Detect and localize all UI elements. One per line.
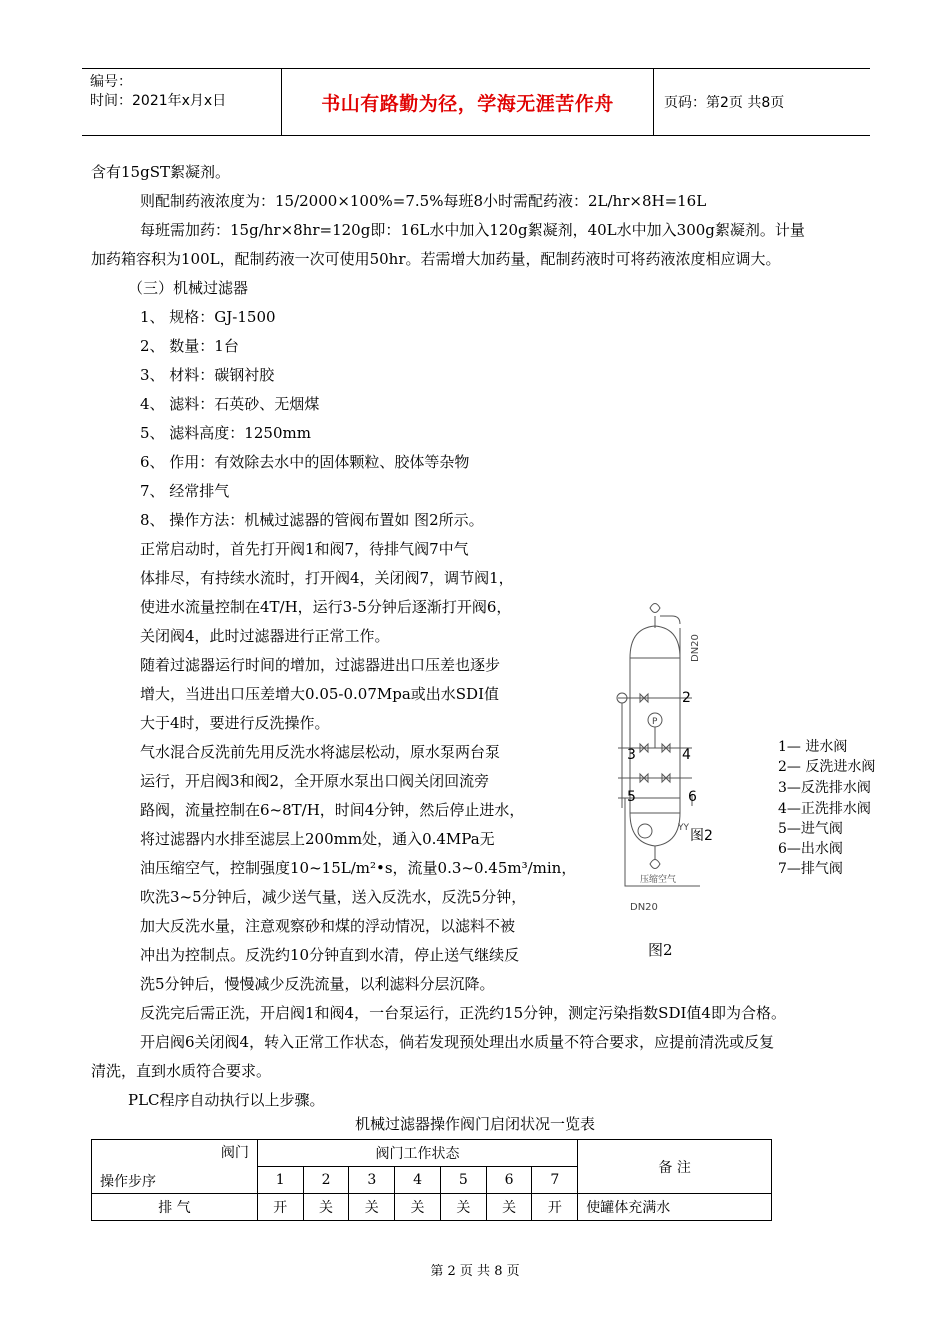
group-header: 阀门工作状态 — [257, 1140, 577, 1167]
dn20-bottom-label: DN20 — [630, 902, 658, 913]
column-header: 5 — [440, 1167, 486, 1194]
state-cell: 关 — [395, 1194, 441, 1221]
body-line: 随着过滤器运行时间的增加，过滤器进出口压差也逐步 — [140, 656, 501, 674]
body-line: 洗5分钟后，慢慢减少反洗流量，以利滤料分层沉降。 — [140, 975, 495, 993]
legend-item: 3—反洗排水阀 — [778, 780, 871, 796]
valve-number: 2 — [682, 690, 691, 706]
state-cell: 关 — [486, 1194, 532, 1221]
body-line: 将过滤器内水排至滤层上200mm处，通入0.4MPa无 — [140, 830, 495, 848]
figure-caption: 图2 — [648, 941, 673, 959]
body-line: 增大，当进出口压差增大0.05-0.07Mpa或出水SDI值 — [140, 685, 499, 703]
valve-number: 5 — [627, 789, 636, 805]
body-line: 吹洗3~5分钟后，减少送气量，送入反洗水，反洗5分钟， — [140, 888, 527, 906]
corner-bottom-label: 操作步序 — [100, 1174, 156, 1190]
legend-item: 5—进气阀 — [778, 821, 843, 837]
paragraph: 则配制药液浓度为：15/2000×100%=7.5%每班8小时需配药液：2L/hr×8H=16L — [140, 192, 707, 210]
corner-top-label: 阀门 — [220, 1145, 249, 1161]
column-header: 6 — [486, 1167, 532, 1194]
state-cell: 开 — [257, 1194, 303, 1221]
body-line: 运行，开启阀3和阀2，全开原水泵出口阀关闭回流旁 — [140, 772, 490, 790]
section-heading: （三）机械过滤器 — [128, 279, 249, 297]
list-item: 4、 滤料：石英砂、无烟煤 — [140, 395, 320, 413]
valve-state-table — [91, 1139, 772, 1221]
state-cell: 关 — [440, 1194, 486, 1221]
body-line: 大于4时，要进行反洗操作。 — [140, 714, 330, 732]
body-line: 体排尽，有持续水流时，打开阀4，关闭阀7，调节阀1， — [140, 569, 514, 587]
list-item: 8、 操作方法：机械过滤器的管阀布置如 图2所示。 — [140, 511, 484, 529]
marker-label: YY — [678, 823, 689, 833]
legend-item: 1— 进水阀 — [778, 739, 848, 755]
step-cell: 排 气 — [92, 1194, 258, 1221]
body-line: 油压缩空气，控制强度10~15L/m²•s，流量0.3~0.45m³/min， — [140, 859, 577, 877]
column-header: 3 — [349, 1167, 395, 1194]
body-line: 冲出为控制点。反洗约10分钟直到水清，停止送气继续反 — [140, 946, 520, 964]
body-line: 加大反洗水量，注意观察砂和煤的浮动情况，以滤料不被 — [140, 917, 516, 935]
paragraph: 开启阀6关闭阀4，转入正常工作状态，倘若发现预处理出水质量不符合要求，应提前清洗或反复 — [140, 1033, 775, 1051]
body-line: 使进水流量控制在4T/H，运行3-5分钟后逐渐打开阀6， — [140, 598, 512, 616]
header-meta — [82, 69, 282, 135]
legend-item: 4—正洗排水阀 — [778, 801, 871, 817]
header-page-info: 页码：第2页 共8页 — [664, 95, 785, 111]
date-label: 时间：2021年x月x日 — [90, 93, 227, 109]
column-header: 4 — [395, 1167, 441, 1194]
state-cell: 开 — [532, 1194, 578, 1221]
legend-item: 7—排气阀 — [778, 861, 843, 877]
legend-item: 6—出水阀 — [778, 841, 843, 857]
header-motto: 书山有路勤为径，学海无涯苦作舟 — [282, 69, 654, 135]
table-row — [92, 1194, 772, 1221]
page-footer: 第 2 页 共 8 页 — [430, 1264, 520, 1279]
list-item: 1、 规格：GJ-1500 — [140, 308, 276, 326]
column-header: 1 — [257, 1167, 303, 1194]
list-item: 2、 数量：1台 — [140, 337, 239, 355]
page-header — [82, 68, 870, 136]
paragraph: PLC程序自动执行以上步骤。 — [128, 1091, 325, 1109]
code-label: 编号： — [90, 74, 132, 90]
remark-cell: 使罐体充满水 — [578, 1194, 772, 1221]
body-line: 路阀，流量控制在6~8T/H，时间4分钟，然后停止进水， — [140, 801, 525, 819]
gauge-label: P — [652, 717, 658, 727]
list-item: 5、 滤料高度：1250mm — [140, 424, 311, 442]
figure-caption-inner: 图2 — [690, 828, 713, 844]
legend-item: 2— 反洗进水阀 — [778, 759, 876, 775]
dn20-top-label: DN20 — [690, 634, 701, 662]
paragraph: 每班需加药：15g/hr×8hr=120g即：16L水中加入120g絮凝剂，40L水中加入300g絮凝剂。计量 — [140, 221, 805, 239]
table-corner-cell — [92, 1140, 258, 1194]
paragraph: 清洗，直到水质符合要求。 — [91, 1062, 272, 1080]
valve-number: 3 — [627, 747, 636, 763]
table-title: 机械过滤器操作阀门启闭状况一览表 — [354, 1115, 595, 1133]
list-item: 6、 作用：有效除去水中的固体颗粒、胶体等杂物 — [140, 453, 470, 471]
valve-number: 4 — [682, 747, 691, 763]
valve-number: 6 — [688, 789, 697, 805]
state-cell: 关 — [349, 1194, 395, 1221]
paragraph: 加药箱容积为100L，配制药液一次可使用50hr。若需增大加药量，配制药液时可将药液浓度相应调大。 — [91, 250, 781, 268]
body-line: 气水混合反洗前先用反洗水将滤层松动，原水泵两台泵 — [140, 743, 501, 761]
column-header: 2 — [303, 1167, 349, 1194]
state-cell: 关 — [303, 1194, 349, 1221]
air-label: 压缩空气 — [640, 875, 677, 885]
column-header: 7 — [532, 1167, 578, 1194]
paragraph: 含有15gST絮凝剂。 — [91, 163, 230, 181]
list-item: 3、 材料：碳钢衬胶 — [140, 366, 275, 384]
list-item: 7、 经常排气 — [140, 482, 230, 500]
body-line: 正常启动时，首先打开阀1和阀7，待排气阀7中气 — [140, 540, 469, 558]
remark-header: 备 注 — [578, 1140, 772, 1194]
body-line: 关闭阀4，此时过滤器进行正常工作。 — [140, 627, 390, 645]
paragraph: 反洗完后需正洗，开启阀1和阀4，一台泵运行，正洗约15分钟，测定污染指数SDI值4即为合格。 — [140, 1004, 786, 1022]
filter-diagram — [600, 598, 740, 916]
